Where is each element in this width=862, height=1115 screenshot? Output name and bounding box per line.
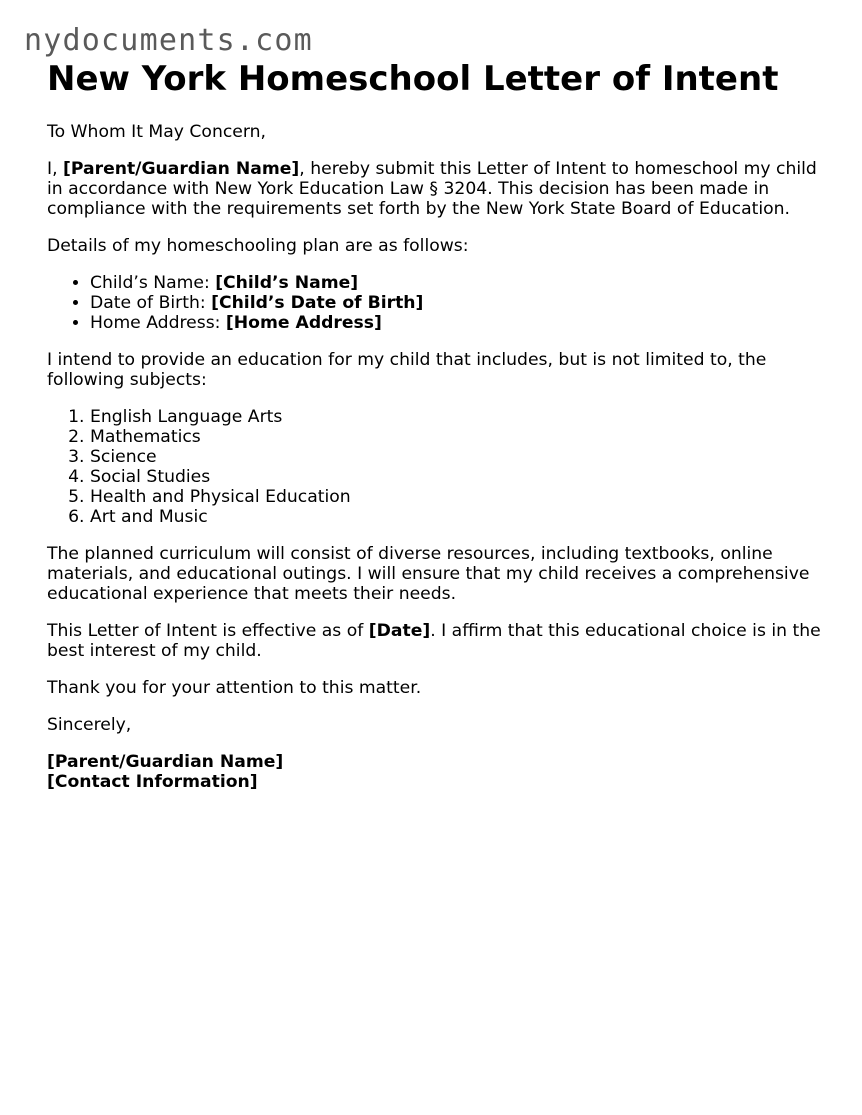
intro-suffix: , hereby submit this Letter of Intent to homeschool my child in accordance with New York Education Law § 3204. This decision has been made in compliance with the requirements set forth by the New York State Board of Education. bbox=[47, 159, 817, 219]
parent-name-placeholder: [Parent/Guardian Name] bbox=[63, 159, 300, 179]
effective-suffix: . I affirm that this educational choice is in the best interest of my child. bbox=[47, 621, 821, 661]
intro-paragraph bbox=[47, 159, 822, 219]
subject-item: 4. Social Studies bbox=[90, 467, 822, 487]
signature-block bbox=[47, 752, 822, 792]
subjects-list bbox=[47, 407, 822, 527]
detail-value: [Child’s Name] bbox=[215, 273, 359, 293]
detail-item-home-address bbox=[90, 313, 822, 333]
subject-item: 6. Art and Music bbox=[90, 507, 822, 527]
subject-item: 2. Mathematics bbox=[90, 427, 822, 447]
effective-prefix: This Letter of Intent is effective as of bbox=[47, 621, 369, 641]
signature-contact: [Contact Information] bbox=[47, 772, 258, 792]
curriculum-paragraph: The planned curriculum will consist of diverse resources, including textbooks, online materials, and educational outings. I will ensure that my child receives a comprehensive educational experience that meets their needs. bbox=[47, 544, 810, 604]
detail-item-child-name bbox=[90, 273, 822, 293]
effective-paragraph bbox=[47, 621, 822, 661]
detail-value: [Child’s Date of Birth] bbox=[211, 293, 424, 313]
salutation: To Whom It May Concern, bbox=[47, 122, 266, 142]
signature-name: [Parent/Guardian Name] bbox=[47, 752, 284, 772]
detail-value: [Home Address] bbox=[225, 313, 382, 333]
closing: Sincerely, bbox=[47, 715, 132, 735]
detail-label: Date of Birth: bbox=[90, 293, 212, 313]
details-list bbox=[47, 273, 822, 333]
thanks-paragraph: Thank you for your attention to this matter. bbox=[47, 678, 422, 698]
details-intro: Details of my homeschooling plan are as follows: bbox=[47, 236, 469, 256]
subjects-intro: I intend to provide an education for my child that includes, but is not limited to, the following subjects: bbox=[47, 350, 767, 390]
detail-label: Home Address: bbox=[90, 313, 226, 333]
date-placeholder: [Date] bbox=[368, 621, 431, 641]
detail-item-date-of-birth bbox=[90, 293, 822, 313]
page-title: New York Homeschool Letter of Intent bbox=[47, 59, 779, 99]
intro-prefix: I, bbox=[47, 159, 63, 179]
subject-item: 1. English Language Arts bbox=[90, 407, 822, 427]
detail-label: Child’s Name: bbox=[90, 273, 216, 293]
subject-item: 5. Health and Physical Education bbox=[90, 487, 822, 507]
letter-page bbox=[47, 58, 822, 792]
subject-item: 3. Science bbox=[90, 447, 822, 467]
watermark-logo: nydocuments.com bbox=[24, 23, 313, 58]
